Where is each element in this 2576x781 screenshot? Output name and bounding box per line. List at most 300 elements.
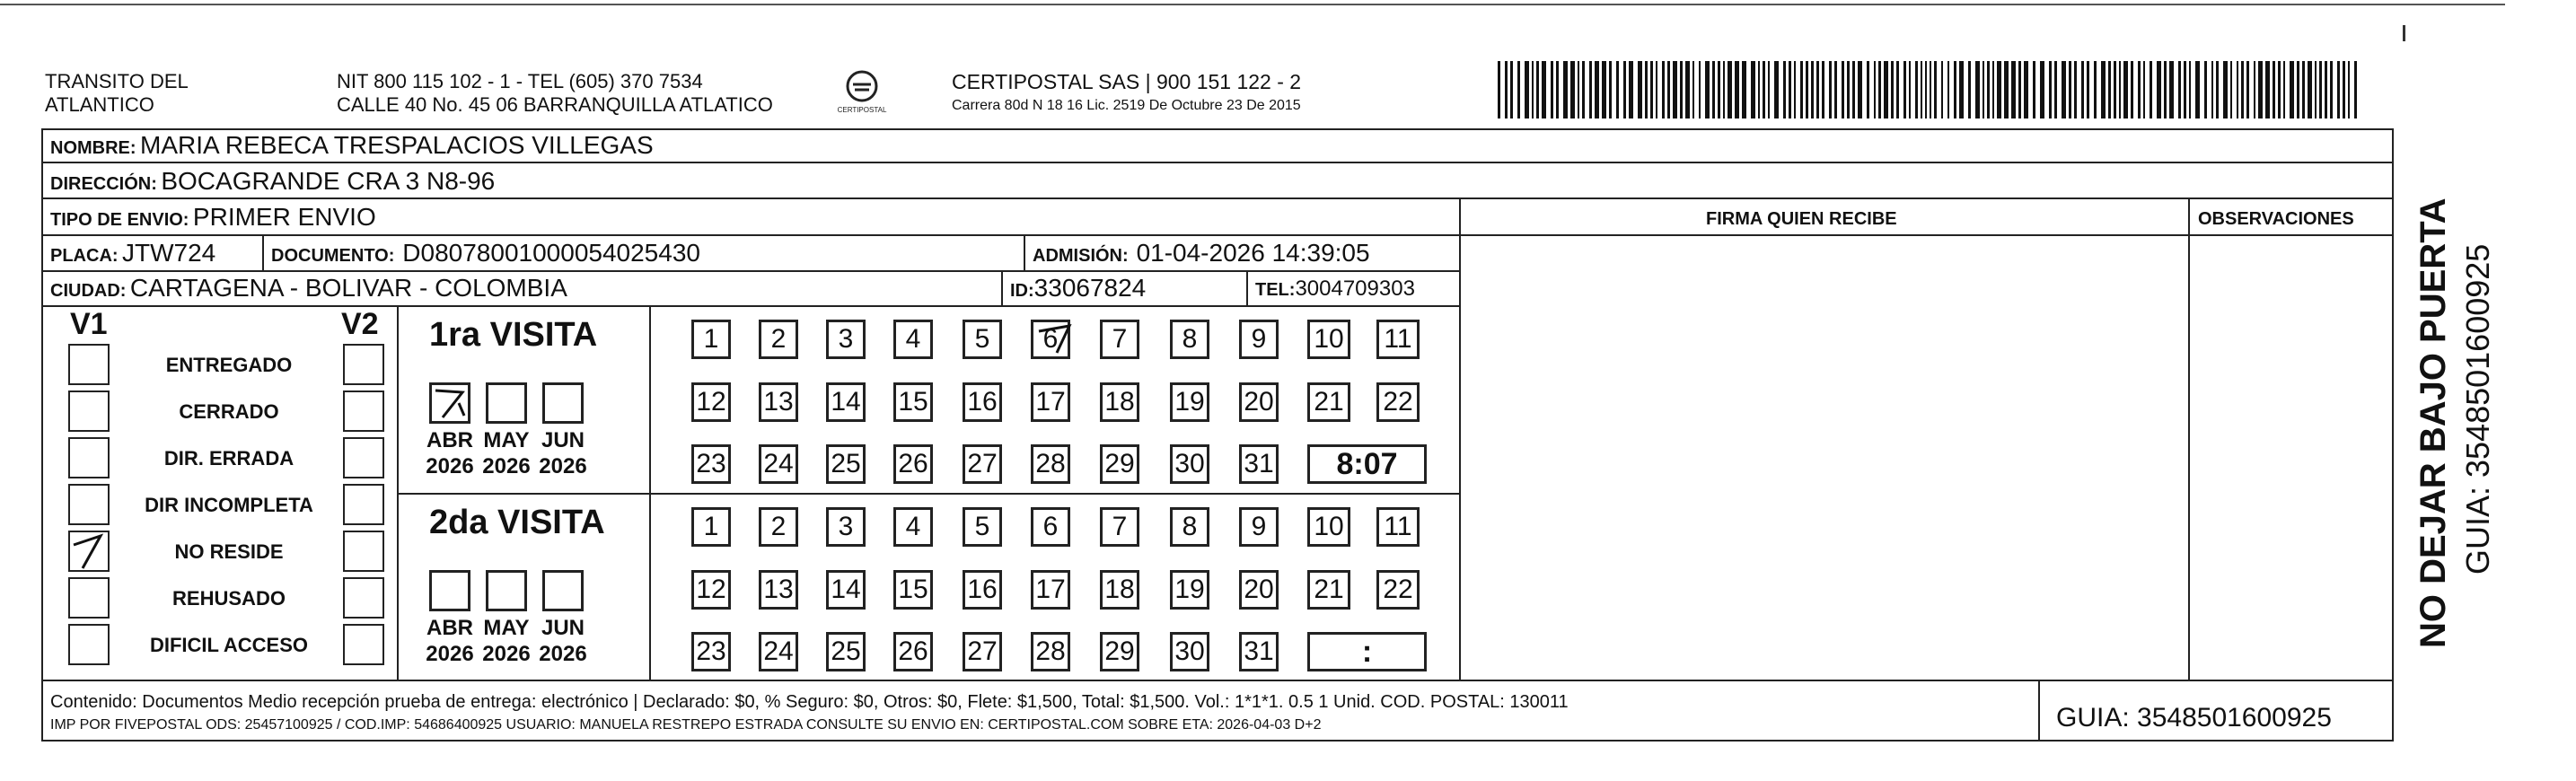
footer-line1: Contenido: Documentos Medio recepción prueba de entrega: electrónico | Declarado: $0, % Seguro: $0, Otros: $0, Flete: $1,500, Total: $1,500. Vol.: 1*1*1. 0.5 1 Unid. COD. POSTAL: 130011 xyxy=(50,692,1569,712)
org-name-line2: ATLANTICO xyxy=(45,93,154,116)
firma-left-border xyxy=(1459,197,1461,680)
certipostal-logo xyxy=(835,68,889,118)
barcode-bar xyxy=(1884,61,1888,118)
observaciones-header: OBSERVACIONES xyxy=(2198,209,2354,229)
month-year-label: 2026 xyxy=(426,642,474,666)
documento-value: D08078001000054025430 xyxy=(402,239,700,267)
day-box[interactable]: 14 xyxy=(826,570,866,610)
barcode-bar xyxy=(1510,61,1513,118)
day-box[interactable]: 28 xyxy=(1031,632,1070,671)
nombre-value: MARIA REBECA TRESPALACIOS VILLEGAS xyxy=(140,131,654,159)
barcode-bar xyxy=(1806,61,1808,118)
day-box[interactable]: 5 xyxy=(963,320,1002,359)
barcode-bar xyxy=(2040,61,2044,118)
day-box[interactable]: 26 xyxy=(893,632,933,671)
v2-checkbox[interactable] xyxy=(343,484,384,525)
barcode-bar xyxy=(1685,61,1690,118)
barcode-bar xyxy=(1992,61,1994,118)
day-box[interactable]: 22 xyxy=(1376,570,1420,610)
barcode-bar xyxy=(2315,61,2317,118)
barcode-bar xyxy=(1878,61,1881,118)
barcode-bar xyxy=(1811,61,1814,118)
day-box[interactable]: 30 xyxy=(1170,632,1209,671)
org-name-line1: TRANSITO DEL xyxy=(45,70,189,92)
divider-tel xyxy=(1246,270,1248,305)
day-box[interactable]: 7 xyxy=(1100,320,1139,359)
month-label: JUN xyxy=(541,616,585,640)
barcode-bar xyxy=(2143,61,2145,118)
day-box[interactable]: 18 xyxy=(1100,570,1139,610)
day-box[interactable]: 30 xyxy=(1170,444,1209,484)
barcode-bar xyxy=(2325,61,2327,118)
ciudad-field: CIUDAD: CARTAGENA - BOLIVAR - COLOMBIA xyxy=(50,274,567,302)
day-box[interactable]: 1 xyxy=(691,320,731,359)
barcode-bar xyxy=(1551,61,1553,118)
day-box[interactable]: 17 xyxy=(1031,382,1070,422)
barcode-bar xyxy=(2230,61,2232,118)
barcode xyxy=(1498,61,2362,118)
barcode-bar xyxy=(2062,61,2066,118)
barcode-bar xyxy=(2087,61,2089,118)
barcode-bar xyxy=(1867,61,1869,118)
barcode-bar xyxy=(1874,61,1876,118)
barcode-bar xyxy=(2054,61,2057,118)
day-box[interactable]: 20 xyxy=(1239,570,1279,610)
month-checkbox[interactable] xyxy=(429,570,470,611)
barcode-bar xyxy=(1852,61,1855,118)
barcode-bar xyxy=(1699,61,1701,118)
barcode-bar xyxy=(2150,61,2152,118)
barcode-bar xyxy=(2302,61,2305,118)
barcode-bar xyxy=(1609,61,1612,118)
barcode-bar xyxy=(1842,61,1844,118)
barcode-bar xyxy=(2169,61,2174,118)
status-label: DIFICIL ACCESO xyxy=(149,634,308,656)
barcode-bar xyxy=(2081,61,2084,118)
visit-title: 2da VISITA xyxy=(429,504,605,541)
barcode-bar xyxy=(1941,61,1943,118)
barcode-bar xyxy=(2024,61,2028,118)
barcode-bar xyxy=(2319,61,2322,118)
barcode-bar xyxy=(2195,61,2200,118)
day-box[interactable]: 5 xyxy=(963,507,1002,547)
barcode-bar xyxy=(1742,61,1746,118)
v2-checkbox[interactable] xyxy=(343,577,384,619)
barcode-bar xyxy=(1783,61,1786,118)
barcode-bar xyxy=(2297,61,2299,118)
day-box[interactable]: 31 xyxy=(1239,444,1279,484)
barcode-bar xyxy=(2290,61,2294,118)
barcode-bar xyxy=(2033,61,2035,118)
day-box[interactable]: 24 xyxy=(759,632,798,671)
barcode-bar xyxy=(1789,61,1791,118)
day-box[interactable]: 10 xyxy=(1307,507,1350,547)
month-label: MAY xyxy=(483,428,530,452)
barcode-bar xyxy=(1983,61,1984,118)
barcode-bar xyxy=(1517,61,1520,118)
barcode-bar xyxy=(2211,61,2213,118)
day-box[interactable]: 19 xyxy=(1170,382,1209,422)
month-year-label: 2026 xyxy=(539,454,587,478)
svg-text:CERTIPOSTAL: CERTIPOSTAL xyxy=(837,106,887,114)
barcode-bar xyxy=(1735,61,1739,118)
divider-id xyxy=(1001,270,1003,305)
status-label: NO RESIDE xyxy=(174,540,284,563)
day-box[interactable]: 14 xyxy=(826,382,866,422)
day-box[interactable]: 11 xyxy=(1376,320,1420,359)
barcode-bar xyxy=(1774,61,1779,118)
company-address: Carrera 80d N 18 16 Lic. 2519 De Octubre 23 De 2015 xyxy=(952,98,1301,113)
month-label: JUN xyxy=(541,428,585,452)
nombre-field: NOMBRE: MARIA REBECA TRESPALACIOS VILLEGAS xyxy=(50,131,654,159)
barcode-bar xyxy=(1947,61,1949,118)
id-value: 33067824 xyxy=(1033,274,1147,302)
barcode-bar xyxy=(2018,61,2021,118)
day-box[interactable]: 25 xyxy=(826,632,866,671)
barcode-bar xyxy=(2178,61,2181,118)
v2-label: V2 xyxy=(341,307,379,341)
v2-checkbox[interactable] xyxy=(343,624,384,665)
month-label: MAY xyxy=(483,616,530,640)
footer-line2: IMP POR FIVEPOSTAL ODS: 25457100925 / COD.IMP: 54686400925 USUARIO: MANUELA RESTREPO ESTRADA CONSULTE SU ENVIO EN: CERTIPOSTAL.COM SOBRE ETA: 2026-04-03 D+2 xyxy=(50,717,1322,733)
tipo-field: TIPO DE ENVIO: PRIMER ENVIO xyxy=(50,203,376,231)
barcode-bar xyxy=(1751,61,1755,118)
day-box[interactable]: 6 xyxy=(1031,507,1070,547)
day-box[interactable]: 8 xyxy=(1170,320,1209,359)
day-box[interactable]: 1 xyxy=(691,507,731,547)
day-box[interactable]: 15 xyxy=(893,570,933,610)
barcode-bar xyxy=(1570,61,1575,118)
barcode-bar xyxy=(2157,61,2161,118)
barcode-bar xyxy=(2265,61,2270,118)
v1-checkbox[interactable] xyxy=(68,344,110,385)
firma-header: FIRMA QUIEN RECIBE xyxy=(1706,209,1897,229)
row-line-tipo xyxy=(41,234,2394,236)
barcode-bar xyxy=(1834,61,1837,118)
barcode-bar xyxy=(2348,61,2350,118)
barcode-bar xyxy=(1595,61,1599,118)
day-box[interactable]: 23 xyxy=(691,632,731,671)
barcode-bar xyxy=(2069,61,2071,118)
barcode-bar xyxy=(1602,61,1606,118)
day-box[interactable]: 23 xyxy=(691,444,731,484)
barcode-bar xyxy=(1858,61,1862,118)
footer-guia-divider xyxy=(2038,680,2040,740)
barcode-bar xyxy=(2204,61,2207,118)
table-bottom-border xyxy=(41,740,2394,742)
tel-value: 3004709303 xyxy=(1295,276,1415,301)
day-box[interactable]: 6 xyxy=(1031,320,1070,359)
row-line-direccion xyxy=(41,197,2394,199)
month-label: ABR xyxy=(426,428,473,452)
barcode-bar xyxy=(2131,61,2133,118)
barcode-bar xyxy=(1829,61,1832,118)
placa-value: JTW724 xyxy=(122,239,216,267)
status-label: ENTREGADO xyxy=(165,354,293,376)
barcode-bar xyxy=(1930,61,1931,118)
barcode-bar xyxy=(2241,61,2244,118)
barcode-bar xyxy=(2184,61,2186,118)
barcode-bar xyxy=(2004,61,2009,118)
barcode-bar xyxy=(1896,61,1899,118)
barcode-bar xyxy=(1705,61,1710,118)
barcode-bar xyxy=(1934,61,1937,118)
barcode-bar xyxy=(2337,61,2340,118)
barcode-bar xyxy=(2308,61,2312,118)
day-box[interactable]: 13 xyxy=(759,382,798,422)
table-top-border xyxy=(41,128,2394,130)
barcode-bar xyxy=(1758,61,1760,118)
barcode-bar xyxy=(2354,61,2357,118)
month-checkbox[interactable] xyxy=(429,382,470,424)
barcode-bar xyxy=(1505,61,1508,118)
v2-checkbox[interactable] xyxy=(343,437,384,478)
barcode-bar xyxy=(2283,61,2285,118)
status-label: CERRADO xyxy=(179,400,279,423)
month-label: ABR xyxy=(426,616,473,640)
day-box[interactable]: 20 xyxy=(1239,382,1279,422)
v1-checkbox[interactable] xyxy=(68,577,110,619)
admision-value: 01-04-2026 14:39:05 xyxy=(1136,239,1370,267)
barcode-bar xyxy=(1728,61,1732,118)
day-box[interactable]: 16 xyxy=(963,570,1002,610)
month-checkbox[interactable] xyxy=(542,570,584,611)
barcode-bar xyxy=(2237,61,2238,118)
top-edge-line xyxy=(0,4,2505,5)
barcode-bar xyxy=(1712,61,1715,118)
barcode-bar xyxy=(1662,61,1665,118)
barcode-bar xyxy=(2343,61,2345,118)
v1-checkbox[interactable] xyxy=(68,437,110,478)
month-year-label: 2026 xyxy=(482,642,531,666)
barcode-bar xyxy=(1692,61,1694,118)
v1-checkbox[interactable] xyxy=(68,624,110,665)
day-box[interactable]: 22 xyxy=(1376,382,1420,422)
day-box[interactable]: 28 xyxy=(1031,444,1070,484)
barcode-bar xyxy=(1680,61,1683,118)
divider-documento xyxy=(262,234,264,270)
barcode-bar xyxy=(2114,61,2116,118)
barcode-bar xyxy=(1794,61,1796,118)
day-box[interactable]: 29 xyxy=(1100,444,1139,484)
side-warning: NO DEJAR BAJO PUERTA xyxy=(2413,197,2453,648)
barcode-bar xyxy=(1915,61,1918,118)
day-box[interactable]: 2 xyxy=(759,320,798,359)
day-box[interactable]: 25 xyxy=(826,444,866,484)
day-box[interactable]: 3 xyxy=(826,507,866,547)
month-year-label: 2026 xyxy=(426,454,474,478)
v2-checkbox[interactable] xyxy=(343,390,384,432)
barcode-bar xyxy=(2138,61,2141,118)
day-box[interactable]: 12 xyxy=(691,570,731,610)
check-mark-icon xyxy=(432,385,468,421)
barcode-bar xyxy=(2074,61,2077,118)
barcode-bar xyxy=(2273,61,2275,118)
barcode-bar xyxy=(1997,61,2001,118)
direccion-field: DIRECCIÓN: BOCAGRANDE CRA 3 N8-96 xyxy=(50,167,496,195)
barcode-bar xyxy=(2119,61,2121,118)
barcode-bar xyxy=(1987,61,1990,118)
barcode-bar xyxy=(2330,61,2333,118)
barcode-bar xyxy=(2164,61,2167,118)
barcode-bar xyxy=(1623,61,1626,118)
month-year-label: 2026 xyxy=(482,454,531,478)
barcode-bar xyxy=(1556,61,1559,118)
barcode-bar xyxy=(2094,61,2097,118)
barcode-bar xyxy=(1542,61,1546,118)
barcode-bar xyxy=(2108,61,2111,118)
tel-field: TEL:3004709303 xyxy=(1255,276,1415,301)
row-line-status xyxy=(41,680,2394,681)
barcode-bar xyxy=(1536,61,1539,118)
day-box[interactable]: 24 xyxy=(759,444,798,484)
day-box[interactable]: 8 xyxy=(1170,507,1209,547)
admision-field: ADMISIÓN: 01-04-2026 14:39:05 xyxy=(1033,239,1370,267)
day-box[interactable]: 7 xyxy=(1100,507,1139,547)
barcode-bar xyxy=(2278,61,2281,118)
barcode-bar xyxy=(1768,61,1770,118)
barcode-bar xyxy=(1656,61,1657,118)
day-box[interactable]: 13 xyxy=(759,570,798,610)
barcode-bar xyxy=(1954,61,1956,118)
id-field: ID:33067824 xyxy=(1010,274,1147,302)
barcode-bar xyxy=(1645,61,1648,118)
row-line-ciudad xyxy=(41,305,1460,307)
month-checkbox[interactable] xyxy=(542,382,584,424)
v1-label: V1 xyxy=(70,307,108,341)
divider-admision xyxy=(1024,234,1025,270)
day-box[interactable]: 26 xyxy=(893,444,933,484)
barcode-bar xyxy=(1667,61,1670,118)
footer-guia: GUIA: 3548501600925 xyxy=(2056,703,2332,733)
barcode-bar xyxy=(1718,61,1720,118)
visit-title: 1ra VISITA xyxy=(429,316,598,354)
day-box[interactable]: 16 xyxy=(963,382,1002,422)
v1-checkbox[interactable] xyxy=(68,390,110,432)
barcode-bar xyxy=(1582,61,1585,118)
barcode-bar xyxy=(1563,61,1568,118)
status-label: DIR INCOMPLETA xyxy=(145,494,313,516)
day-box[interactable]: 9 xyxy=(1239,320,1279,359)
day-box[interactable]: 21 xyxy=(1307,382,1350,422)
documento-field: DOCUMENTO: D08078001000054025430 xyxy=(271,239,700,267)
month-checkbox[interactable] xyxy=(486,570,527,611)
divider-visits xyxy=(397,493,1459,495)
barcode-bar xyxy=(1909,61,1911,118)
time-box[interactable]: : xyxy=(1307,632,1427,671)
status-label: REHUSADO xyxy=(172,587,286,610)
status-label: DIR. ERRADA xyxy=(163,447,295,469)
table-right-border xyxy=(2392,128,2394,740)
check-mark-icon xyxy=(70,532,108,570)
barcode-bar xyxy=(2246,61,2249,118)
v2-checkbox[interactable] xyxy=(343,344,384,385)
barcode-bar xyxy=(2101,61,2106,118)
barcode-bar xyxy=(1975,61,1980,118)
day-box[interactable]: 4 xyxy=(893,507,933,547)
barcode-bar xyxy=(1903,61,1906,118)
day-box[interactable]: 4 xyxy=(893,320,933,359)
barcode-bar xyxy=(2254,61,2255,118)
barcode-bar xyxy=(1673,61,1677,118)
side-guia: GUIA: 3548501600925 xyxy=(2459,243,2496,575)
day-box[interactable]: 27 xyxy=(963,632,1002,671)
barcode-bar xyxy=(1650,61,1653,118)
nit-line: NIT 800 115 102 - 1 - TEL (605) 370 7534 xyxy=(337,70,703,92)
check-mark-icon xyxy=(1033,322,1073,362)
barcode-bar xyxy=(2223,61,2228,118)
barcode-bar xyxy=(2216,61,2219,118)
tipo-value: PRIMER ENVIO xyxy=(192,203,376,231)
direccion-value: BOCAGRANDE CRA 3 N8-96 xyxy=(161,167,496,195)
day-box[interactable]: 21 xyxy=(1307,570,1350,610)
placa-field: PLACA: JTW724 xyxy=(50,239,216,267)
barcode-bar xyxy=(1532,61,1534,118)
row-line-nombre xyxy=(41,162,2394,163)
barcode-bar xyxy=(1578,61,1579,118)
barcode-bar xyxy=(1629,61,1633,118)
scan-mark xyxy=(2403,25,2405,41)
day-box[interactable]: 29 xyxy=(1100,632,1139,671)
company-name: CERTIPOSTAL SAS | 900 151 122 - 2 xyxy=(952,70,1302,93)
barcode-bar xyxy=(1968,61,1971,118)
barcode-bar xyxy=(1891,61,1894,118)
barcode-bar xyxy=(1525,61,1529,118)
v1-checkbox[interactable] xyxy=(68,484,110,525)
day-box[interactable]: 10 xyxy=(1307,320,1350,359)
ciudad-value: CARTAGENA - BOLIVAR - COLOMBIA xyxy=(129,274,567,302)
v1-checkbox[interactable] xyxy=(68,531,110,572)
barcode-bar xyxy=(2123,61,2128,118)
day-box[interactable]: 15 xyxy=(893,382,933,422)
v2-checkbox[interactable] xyxy=(343,531,384,572)
barcode-bar xyxy=(1959,61,1964,118)
barcode-bar xyxy=(1638,61,1642,118)
barcode-bar xyxy=(1589,61,1592,118)
day-box[interactable]: 18 xyxy=(1100,382,1139,422)
day-box[interactable]: 19 xyxy=(1170,570,1209,610)
barcode-bar xyxy=(1498,61,1500,118)
barcode-bar xyxy=(2189,61,2191,118)
barcode-bar xyxy=(2049,61,2052,118)
day-box[interactable]: 9 xyxy=(1239,507,1279,547)
day-box[interactable]: 2 xyxy=(759,507,798,547)
barcode-bar xyxy=(1816,61,1819,118)
barcode-bar xyxy=(2258,61,2263,118)
barcode-bar xyxy=(1800,61,1803,118)
day-box[interactable]: 11 xyxy=(1376,507,1420,547)
day-box[interactable]: 12 xyxy=(691,382,731,422)
barcode-bar xyxy=(1925,61,1927,118)
barcode-bar xyxy=(1616,61,1619,118)
barcode-bar xyxy=(1847,61,1850,118)
barcode-bar xyxy=(2011,61,2016,118)
barcode-bar xyxy=(1723,61,1725,118)
barcode-bar xyxy=(1763,61,1765,118)
table-left-border xyxy=(41,128,43,740)
month-checkbox[interactable] xyxy=(486,382,527,424)
day-box[interactable]: 27 xyxy=(963,444,1002,484)
day-box[interactable]: 31 xyxy=(1239,632,1279,671)
day-box[interactable]: 17 xyxy=(1031,570,1070,610)
time-box[interactable]: 8:07 xyxy=(1307,444,1427,484)
day-box[interactable]: 3 xyxy=(826,320,866,359)
month-year-label: 2026 xyxy=(539,642,587,666)
barcode-bar xyxy=(1921,61,1922,118)
observaciones-left-border xyxy=(2188,197,2190,680)
address-line: CALLE 40 No. 45 06 BARRANQUILLA ATLATICO xyxy=(337,93,773,116)
barcode-bar xyxy=(1822,61,1824,118)
